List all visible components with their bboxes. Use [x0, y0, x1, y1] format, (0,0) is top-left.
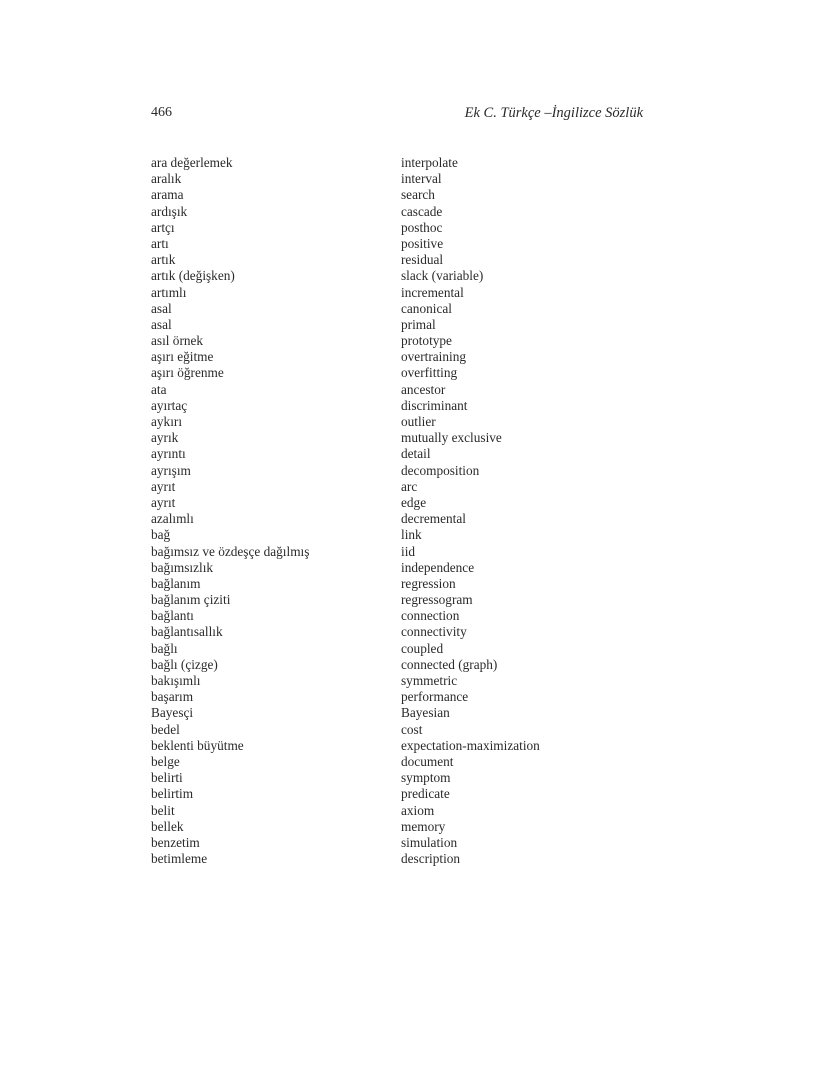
glossary-entry [151, 576, 601, 592]
turkish-term: asıl örnek [151, 333, 204, 349]
turkish-term: aşırı öğrenme [151, 365, 224, 381]
english-term: expectation-maximization [401, 737, 540, 753]
turkish-term: bağlanım [151, 575, 201, 591]
english-term: memory [401, 818, 446, 834]
glossary-entry [151, 511, 601, 527]
turkish-term: benzetim [151, 834, 200, 850]
glossary-entry [151, 819, 601, 835]
turkish-term: belirtim [151, 786, 194, 802]
glossary-entry [151, 171, 601, 187]
turkish-term: aralık [151, 171, 182, 187]
turkish-term: arama [151, 187, 184, 203]
glossary-entry [151, 317, 601, 333]
glossary-entry [151, 851, 601, 867]
english-term: residual [401, 252, 444, 268]
glossary-entry [151, 430, 601, 446]
turkish-term: başarım [151, 689, 194, 705]
english-term: positive [401, 235, 444, 251]
turkish-term: beklenti büyütme [151, 737, 244, 753]
glossary-entry [151, 398, 601, 414]
turkish-term: asal [151, 300, 172, 316]
turkish-term: ayrıt [151, 494, 176, 510]
glossary-entry [151, 220, 601, 236]
turkish-term: belge [151, 753, 180, 769]
english-term: symmetric [401, 673, 458, 688]
glossary-entry [151, 657, 601, 673]
turkish-term: bağlı (çizge) [151, 656, 218, 672]
turkish-term: bakışımlı [151, 673, 201, 688]
english-term: Bayesian [401, 705, 450, 721]
turkish-term: bağımsızlık [151, 559, 214, 575]
english-term: simulation [401, 834, 458, 850]
glossary-entry [151, 803, 601, 819]
glossary-entry [151, 835, 601, 851]
turkish-term: bedel [151, 721, 180, 737]
glossary-entry [151, 754, 601, 770]
turkish-term: belirti [151, 770, 183, 786]
english-term: slack (variable) [401, 268, 484, 284]
turkish-term: bağlantı [151, 608, 194, 624]
turkish-term: ata [151, 381, 167, 397]
english-term: description [401, 851, 461, 867]
english-term: primal [401, 316, 436, 332]
english-term: cost [401, 721, 423, 737]
glossary-entry [151, 268, 601, 284]
english-term: overfitting [401, 365, 458, 381]
english-term: axiom [401, 802, 435, 818]
english-term: arc [401, 478, 418, 494]
glossary-entry [151, 301, 601, 317]
glossary-entry [151, 252, 601, 268]
turkish-term: ayrıt [151, 478, 176, 494]
glossary-entry [151, 560, 601, 576]
english-term: connection [401, 608, 460, 624]
glossary-entry [151, 349, 601, 365]
turkish-term: artçı [151, 219, 175, 235]
turkish-term: bağımsız ve özdeşçe dağılmış [151, 543, 310, 559]
glossary-entry [151, 479, 601, 495]
turkish-term: artık [151, 252, 176, 268]
english-term: regression [401, 575, 456, 591]
english-term: connectivity [401, 624, 467, 640]
glossary-entry [151, 527, 601, 543]
glossary-entry [151, 641, 601, 657]
glossary-entry [151, 187, 601, 203]
glossary-entry [151, 414, 601, 430]
english-term: connected (graph) [401, 656, 498, 672]
glossary-entry [151, 285, 601, 301]
turkish-term: artı [151, 235, 169, 251]
turkish-term: asal [151, 316, 172, 332]
english-term: iid [401, 543, 416, 559]
english-term: prototype [401, 333, 452, 349]
english-term: interpolate [401, 155, 458, 170]
page-number: 466 [151, 105, 172, 120]
english-term: search [401, 187, 435, 203]
glossary-entry [151, 382, 601, 398]
english-term: link [401, 527, 422, 543]
glossary-entry [151, 365, 601, 381]
english-term: outlier [401, 414, 436, 429]
glossary-entry [151, 495, 601, 511]
english-term: detail [401, 446, 431, 462]
glossary-entry [151, 236, 601, 252]
english-term: canonical [401, 300, 452, 316]
english-term: symptom [401, 770, 451, 786]
english-term: posthoc [401, 219, 443, 235]
turkish-term: aşırı eğitme [151, 349, 214, 365]
running-title: Ek C. Türkçe –İngilizce Sözlük [464, 105, 643, 121]
glossary-entry [151, 786, 601, 802]
english-term: independence [401, 559, 475, 575]
glossary-entry [151, 463, 601, 479]
glossary-entry [151, 155, 601, 171]
english-term: incremental [401, 284, 464, 300]
turkish-term: ayrık [151, 430, 179, 446]
glossary-entry [151, 624, 601, 640]
turkish-term: Bayesçi [151, 705, 194, 721]
glossary-entry [151, 204, 601, 220]
turkish-term: bağlı [151, 640, 178, 656]
english-term: interval [401, 171, 442, 187]
english-term: discriminant [401, 397, 468, 413]
glossary-list [151, 155, 601, 867]
glossary-entry [151, 333, 601, 349]
glossary-entry [151, 446, 601, 462]
glossary-entry [151, 592, 601, 608]
english-term: overtraining [401, 349, 466, 365]
english-term: edge [401, 494, 427, 510]
turkish-term: ayırtaç [151, 397, 188, 413]
english-term: predicate [401, 786, 450, 802]
glossary-entry [151, 770, 601, 786]
glossary-entry [151, 738, 601, 754]
turkish-term: ayrıntı [151, 446, 186, 462]
english-term: mutually exclusive [401, 430, 502, 446]
turkish-term: azalımlı [151, 511, 194, 527]
glossary-entry [151, 608, 601, 624]
turkish-term: bağlanım çiziti [151, 592, 231, 608]
turkish-term: ara değerlemek [151, 155, 233, 170]
english-term: cascade [401, 203, 443, 219]
turkish-term: belit [151, 802, 175, 818]
turkish-term: bağ [151, 527, 171, 543]
english-term: performance [401, 689, 469, 705]
page-header [151, 103, 643, 123]
english-term: decomposition [401, 462, 480, 478]
glossary-entry [151, 673, 601, 689]
turkish-term: artımlı [151, 284, 187, 300]
turkish-term: aykırı [151, 414, 183, 429]
turkish-term: bellek [151, 818, 184, 834]
english-term: decremental [401, 511, 466, 527]
english-term: document [401, 753, 454, 769]
glossary-entry [151, 722, 601, 738]
glossary-entry [151, 544, 601, 560]
turkish-term: betimleme [151, 851, 208, 867]
glossary-entry [151, 689, 601, 705]
english-term: regressogram [401, 592, 473, 608]
turkish-term: bağlantısallık [151, 624, 223, 640]
turkish-term: ayrışım [151, 462, 191, 478]
english-term: coupled [401, 640, 444, 656]
turkish-term: ardışık [151, 203, 188, 219]
english-term: ancestor [401, 381, 446, 397]
turkish-term: artık (değişken) [151, 268, 235, 284]
glossary-entry [151, 705, 601, 721]
